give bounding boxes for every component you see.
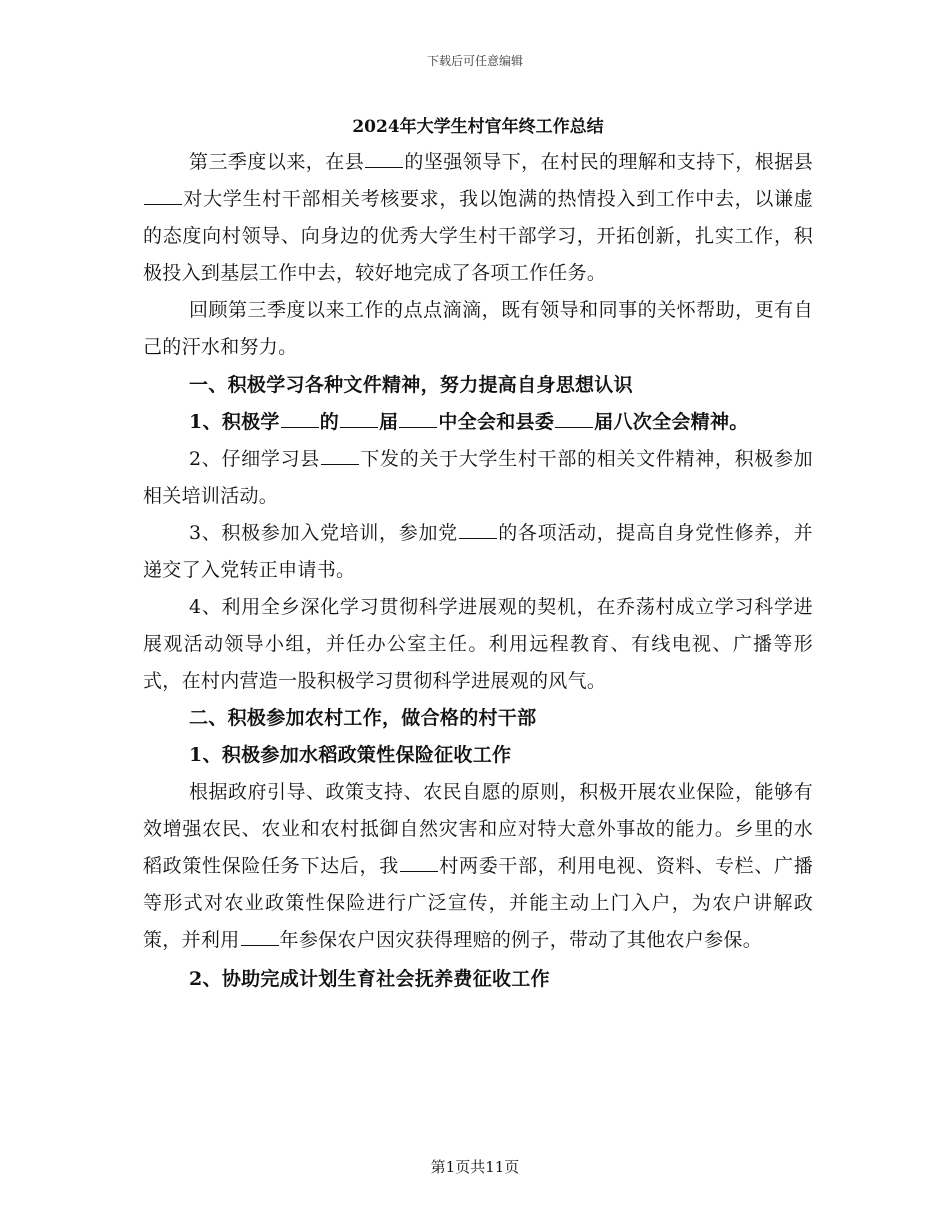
blank-underline xyxy=(321,448,359,465)
item-3: 3、积极参加入党培训，参加党 的各项活动，提高自身党性修养，并递交了入党转正申请书。 xyxy=(143,522,813,581)
subheading-2-1: 1、积极参加水稻政策性保险征收工作 xyxy=(189,744,512,766)
item-4: 4、利用全乡深化学习贯彻科学进展观的契机，在乔荡村成立学习科学进展观活动领导小组，并任办公室主任。利用远程教育、有线电视、广播等形式，在村内营造一股积极学习贯彻科学进展观的风气。 xyxy=(143,596,813,692)
blank-underline xyxy=(399,411,437,428)
page-number: 第1页共11页 xyxy=(430,1158,520,1176)
document-body xyxy=(143,112,813,998)
document-title: 2024年大学生村官年终工作总结 xyxy=(352,117,604,137)
blank-underline xyxy=(241,929,279,946)
item-2: 2、仔细学习县 下发的关于大学生村干部的相关文件精神，积极参加相关培训活动。 xyxy=(143,448,813,507)
blank-underline xyxy=(365,151,403,168)
blank-underline xyxy=(340,411,378,428)
blank-underline xyxy=(400,855,438,872)
section-heading-2: 二、积极参加农村工作，做合格的村干部 xyxy=(189,707,537,729)
blank-underline xyxy=(459,522,497,539)
paragraph-review: 回顾第三季度以来工作的点点滴滴，既有领导和同事的关怀帮助，更有自己的汗水和努力。 xyxy=(143,299,813,358)
page-header-note: 下载后可任意编辑 xyxy=(426,54,523,68)
subheading-2-2: 2、协助完成计划生育社会抚养费征收工作 xyxy=(189,968,550,990)
paragraph-insurance: 根据政府引导、政策支持、农民自愿的原则，积极开展农业保险，能够有效增强农民、农业和农村抵御自然灾害和应对特大意外事故的能力。乡里的水稻政策性保险任务下达后，我 村两委干部，利用电视、资料、专栏、广播等形式对农业政策性保险进行广泛宣传，并能主动上门入户，为农户讲解政策，并利用 年参保农户因灾获得理赔的例子，带动了其他农户参保。 xyxy=(143,781,813,951)
blank-underline xyxy=(144,188,182,205)
section-heading-1: 一、积极学习各种文件精神，努力提高自身思想认识 xyxy=(189,374,633,396)
blank-underline xyxy=(281,411,319,428)
blank-underline xyxy=(555,411,593,428)
item-1: 1、积极学 的 届 中全会和县委 届八次全会精神。 xyxy=(189,411,749,433)
paragraph-intro: 第三季度以来，在县 的坚强领导下，在村民的理解和支持下，根据县对大学生村干部相关考核要求，我以饱满的热情投入到工作中去，以谦虚的态度向村领导、向身边的优秀大学生村干部学习，开拓创新，扎实工作，积极投入到基层工作中去，较好地完成了各项工作任务。 xyxy=(143,151,813,284)
